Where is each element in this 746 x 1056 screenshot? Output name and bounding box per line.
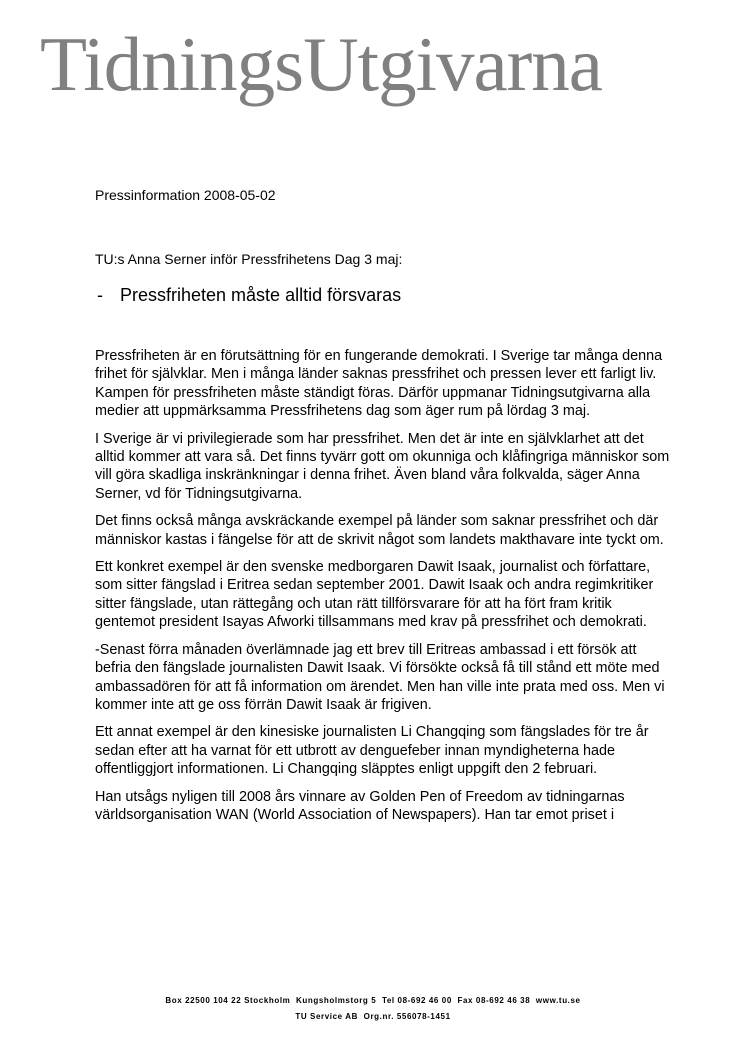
intro-line: TU:s Anna Serner inför Pressfrihetens Dag 3 maj:	[95, 251, 403, 267]
headline-text: Pressfriheten måste alltid försvaras	[120, 285, 402, 305]
footer-address: Box 22500 104 22 Stockholm Kungsholmstorg 5 Tel 08-692 46 00 Fax 08-692 46 38 www.tu.se	[165, 996, 581, 1005]
headline	[97, 284, 401, 306]
masthead-logo: TidningsUtgivarna	[40, 21, 602, 107]
paragraph: Ett konkret exempel är den svenske medborgaren Dawit Isaak, journalist och författare, som sitter fängslad i Eritrea sedan september 2001. Dawit Isaak och andra regimkritiker sitter fängslade, utan rättegång och utan rätt tillförsvarare för att ha fört fram kritik gentemot president Isayas Afworki tillsammans med krav på pressfrihet och demokrati.	[95, 559, 654, 631]
paragraph: Pressfriheten är en förutsättning för en fungerande demokrati. I Sverige tar många denna frihet för självklar. Men i många länder saknas pressfrihet och pressen lever ett farligt liv. Kampen för pressfriheten måste ständigt föras. Därför uppmanar Tidningsutgivarna alla medier att uppmärksamma Pressfrihetens dag som äger rum på lördag 3 maj.	[95, 348, 663, 420]
paragraph: -Senast förra månaden överlämnade jag ett brev till Eritreas ambassad i ett försök att befria den fängslade journalisten Dawit Isaak. Vi försökte också få till stånd ett möte med ambassadören för att få information om ärendet. Men han ville inte prata med oss. Men vi kommer inte att ge oss förrän Dawit Isaak är frigiven.	[95, 641, 665, 713]
paragraph: Det finns också många avskräckande exempel på länder som saknar pressfrihet och där människor kastas i fängelse för att de skrivit något som landets makthavare inte tyckt om.	[95, 513, 664, 548]
press-release-date: Pressinformation 2008-05-02	[95, 187, 276, 203]
paragraph: I Sverige är vi privilegierade som har pressfrihet. Men det är inte en självklarhet att det alltid kommer att vara så. Det finns tyvärr gott om okunniga och klåfingriga människor som vill göra skadliga inskränkningar i denna frihet. Även bland våra folkvalda, säger Anna Serner, vd för Tidningsutgivarna.	[95, 430, 670, 502]
headline-dash: -	[97, 285, 103, 305]
article-text	[95, 347, 670, 833]
paragraph: Ett annat exempel är den kinesiske journalisten Li Changqing som fängslades för tre år sedan efter att ha varnat för ett utbrott av denguefeber innan myndigheterna hade offentliggjort informationen. Li Changqing släpptes enligt uppgift den 2 februari.	[95, 724, 649, 778]
footer-company: TU Service AB Org.nr. 556078-1451	[295, 1012, 451, 1021]
paragraph: Han utsågs nyligen till 2008 års vinnare av Golden Pen of Freedom av tidningarnas världsorganisation WAN (World Association of Newspapers). Han tar emot priset i	[95, 788, 625, 823]
page-footer	[0, 993, 746, 1025]
